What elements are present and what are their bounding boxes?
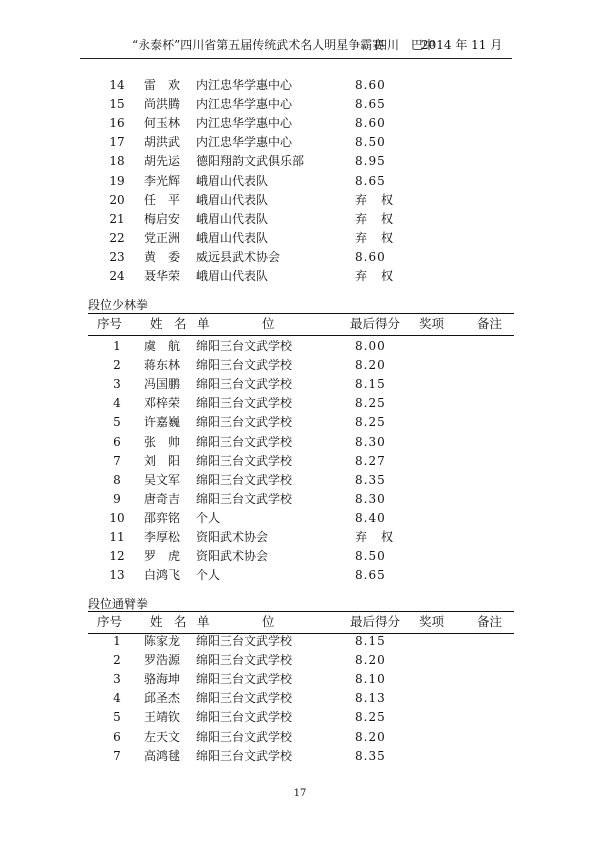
header-name: 姓 名 (150, 614, 191, 629)
table-row (0, 95, 600, 113)
table-row (0, 114, 600, 132)
final-score: 8.20 (355, 729, 386, 744)
team-unit: 绵阳三台文武学校 (196, 691, 293, 706)
final-score: 8.35 (355, 748, 386, 763)
entry-number: 2 (113, 358, 121, 373)
athlete-name: 罗浩源 (144, 653, 181, 668)
header-award: 奖项 (419, 614, 445, 629)
table-row (0, 433, 600, 451)
team-unit: 绵阳三台文武学校 (196, 453, 293, 468)
team-unit: 内江忠华学惠中心 (196, 135, 293, 150)
athlete-name: 何玉林 (144, 116, 181, 131)
final-score: 8.60 (355, 249, 386, 264)
team-unit: 绵阳三台文武学校 (196, 396, 293, 411)
athlete-name: 雷 欢 (144, 78, 181, 92)
final-score: 8.30 (355, 434, 386, 449)
entry-number: 18 (109, 154, 125, 169)
final-score: 8.15 (355, 377, 386, 392)
team-unit: 绵阳三台文武学校 (196, 710, 293, 725)
entry-number: 23 (109, 249, 125, 264)
table-row (0, 747, 600, 765)
table-row (0, 632, 600, 650)
athlete-name: 邓梓荣 (144, 396, 181, 411)
final-score: 8.40 (355, 510, 386, 525)
header-unit-second-char: 位 (262, 316, 275, 331)
entry-number: 22 (109, 230, 125, 245)
final-score: 弃 权 (355, 230, 395, 245)
athlete-name: 李厚松 (144, 530, 181, 544)
team-unit: 绵阳三台文武学校 (196, 434, 293, 449)
entry-number: 3 (113, 377, 121, 392)
entry-number: 19 (109, 173, 125, 188)
final-score: 8.15 (355, 634, 386, 648)
final-score: 8.65 (355, 97, 386, 112)
final-score: 8.50 (355, 549, 386, 564)
competition-date: 2014 年 11 月 (421, 38, 503, 52)
entry-number: 2 (113, 653, 121, 668)
team-unit: 峨眉山代表队 (196, 211, 269, 226)
team-unit: 绵阳三台文武学校 (196, 415, 293, 430)
athlete-name: 聂华荣 (144, 269, 181, 283)
table-row (0, 267, 600, 285)
table-row (0, 248, 600, 266)
entry-number: 9 (113, 491, 121, 506)
team-unit: 绵阳三台文武学校 (196, 653, 293, 668)
header-final-score: 最后得分 (350, 614, 401, 629)
athlete-name: 梅启安 (144, 211, 181, 226)
final-score: 弃 权 (355, 269, 395, 283)
entry-number: 14 (109, 78, 125, 92)
final-score: 8.00 (355, 339, 386, 353)
team-unit: 个人 (196, 568, 221, 583)
final-score: 8.60 (355, 78, 386, 92)
athlete-name: 蒋东林 (144, 358, 181, 373)
table-row (0, 566, 600, 584)
header-award: 奖项 (419, 316, 445, 331)
table-row (0, 547, 600, 565)
team-unit: 峨眉山代表队 (196, 192, 269, 207)
athlete-name: 唐奇吉 (144, 491, 181, 506)
final-score: 8.20 (355, 653, 386, 668)
athlete-name: 许嘉巍 (144, 415, 181, 430)
entry-number: 4 (113, 396, 121, 411)
header-unit-first-char: 单 (197, 614, 210, 629)
entry-number: 8 (113, 472, 121, 487)
final-score: 8.65 (355, 568, 386, 583)
table-row (0, 172, 600, 190)
athlete-name: 冯国鹏 (144, 377, 181, 392)
final-score: 8.95 (355, 154, 386, 169)
athlete-name: 胡洪武 (144, 135, 181, 150)
final-score: 弃 权 (355, 192, 395, 207)
athlete-name: 左天文 (144, 729, 181, 744)
header-note: 备注 (477, 614, 503, 629)
team-unit: 绵阳三台文武学校 (196, 634, 293, 648)
team-unit: 内江忠华学惠中心 (196, 97, 293, 112)
table-row (0, 509, 600, 527)
table-row (0, 76, 600, 94)
entry-number: 7 (113, 453, 121, 468)
athlete-name: 白鸿飞 (144, 568, 181, 583)
entry-number: 15 (109, 97, 125, 112)
team-unit: 个人 (196, 510, 221, 525)
entry-number: 21 (109, 211, 125, 226)
athlete-name: 王靖钦 (144, 710, 181, 725)
table-row (0, 394, 600, 412)
section-title-shaolin: 段位少林拳 (88, 298, 149, 312)
page-header (80, 36, 512, 59)
table-row (0, 528, 600, 546)
final-score: 弃 权 (355, 211, 395, 226)
athlete-name: 党正洲 (144, 230, 181, 245)
table-row (0, 471, 600, 489)
entry-number: 16 (109, 116, 125, 131)
entry-number: 24 (109, 269, 125, 283)
header-unit-first-char: 单 (197, 316, 210, 331)
athlete-name: 虞 航 (144, 339, 181, 353)
entry-number: 3 (113, 672, 121, 687)
competition-location: 四川 巴中 (375, 38, 436, 52)
athlete-name: 胡先运 (144, 154, 181, 169)
table-row (0, 728, 600, 746)
header-note: 备注 (477, 316, 503, 331)
entry-number: 7 (113, 748, 121, 763)
table-row (0, 229, 600, 247)
entry-number: 4 (113, 691, 121, 706)
final-score: 8.13 (355, 691, 386, 706)
athlete-name: 骆海坤 (144, 672, 181, 687)
table-row (0, 670, 600, 688)
header-number: 序号 (97, 316, 123, 331)
athlete-name: 邱圣杰 (144, 691, 181, 706)
table-row (0, 689, 600, 707)
section-title-tongbei: 段位通臂拳 (88, 597, 149, 611)
header-name: 姓 名 (150, 316, 191, 331)
team-unit: 峨眉山代表队 (196, 230, 269, 245)
entry-number: 12 (109, 549, 125, 564)
table-row (0, 490, 600, 508)
entry-number: 5 (113, 415, 121, 430)
table-header-tongbei (0, 611, 600, 633)
entry-number: 13 (109, 568, 125, 583)
table-row (0, 133, 600, 151)
athlete-name: 刘 阳 (144, 453, 181, 468)
header-unit-second-char: 位 (262, 614, 275, 629)
final-score: 8.30 (355, 491, 386, 506)
table-row (0, 356, 600, 374)
table-row (0, 152, 600, 170)
table-row (0, 708, 600, 726)
final-score: 8.27 (355, 453, 386, 468)
athlete-name: 陈家龙 (144, 634, 181, 648)
team-unit: 德阳翔韵文武俱乐部 (196, 154, 305, 169)
header-final-score: 最后得分 (350, 316, 401, 331)
team-unit: 绵阳三台文武学校 (196, 339, 293, 353)
team-unit: 绵阳三台文武学校 (196, 748, 293, 763)
final-score: 8.20 (355, 358, 386, 373)
athlete-name: 罗 虎 (144, 549, 181, 564)
final-score: 8.50 (355, 135, 386, 150)
athlete-name: 张 帅 (144, 434, 181, 449)
table-row (0, 452, 600, 470)
athlete-name: 邵弈铭 (144, 510, 181, 525)
final-score: 8.60 (355, 116, 386, 131)
team-unit: 峨眉山代表队 (196, 173, 269, 188)
table-row (0, 191, 600, 209)
entry-number: 1 (113, 339, 121, 353)
page-number: 17 (293, 788, 307, 799)
team-unit: 绵阳三台文武学校 (196, 672, 293, 687)
table-header-shaolin (0, 313, 600, 335)
entry-number: 10 (109, 510, 125, 525)
entry-number: 20 (109, 192, 125, 207)
athlete-name: 高鸿毬 (144, 748, 181, 763)
team-unit: 威远县武术协会 (196, 249, 281, 264)
final-score: 8.10 (355, 672, 386, 687)
entry-number: 11 (109, 530, 125, 544)
athlete-name: 任 平 (144, 192, 181, 207)
final-score: 8.65 (355, 173, 386, 188)
athlete-name: 吴文军 (144, 472, 181, 487)
competition-title: “永泰杯”四川省第五届传统武术名人明星争霸赛 (132, 38, 385, 52)
athlete-name: 尚洪腾 (144, 97, 181, 112)
team-unit: 绵阳三台文武学校 (196, 729, 293, 744)
table-header-rule (88, 335, 514, 336)
table-row (0, 337, 600, 355)
table-row (0, 210, 600, 228)
table-row (0, 413, 600, 431)
athlete-name: 李光辉 (144, 173, 181, 188)
final-score: 8.35 (355, 472, 386, 487)
final-score: 弃 权 (355, 530, 395, 544)
team-unit: 绵阳三台文武学校 (196, 491, 293, 506)
team-unit: 绵阳三台文武学校 (196, 358, 293, 373)
final-score: 8.25 (355, 396, 386, 411)
team-unit: 峨眉山代表队 (196, 269, 269, 283)
entry-number: 6 (113, 729, 121, 744)
team-unit: 资阳武术协会 (196, 530, 269, 544)
table-row (0, 651, 600, 669)
team-unit: 绵阳三台文武学校 (196, 377, 293, 392)
team-unit: 内江忠华学惠中心 (196, 78, 293, 92)
entry-number: 5 (113, 710, 121, 725)
final-score: 8.25 (355, 415, 386, 430)
team-unit: 内江忠华学惠中心 (196, 116, 293, 131)
header-number: 序号 (97, 614, 123, 629)
athlete-name: 黄 委 (144, 249, 181, 264)
entry-number: 17 (109, 135, 125, 150)
final-score: 8.25 (355, 710, 386, 725)
entry-number: 6 (113, 434, 121, 449)
team-unit: 绵阳三台文武学校 (196, 472, 293, 487)
table-row (0, 375, 600, 393)
entry-number: 1 (113, 634, 121, 648)
team-unit: 资阳武术协会 (196, 549, 269, 564)
